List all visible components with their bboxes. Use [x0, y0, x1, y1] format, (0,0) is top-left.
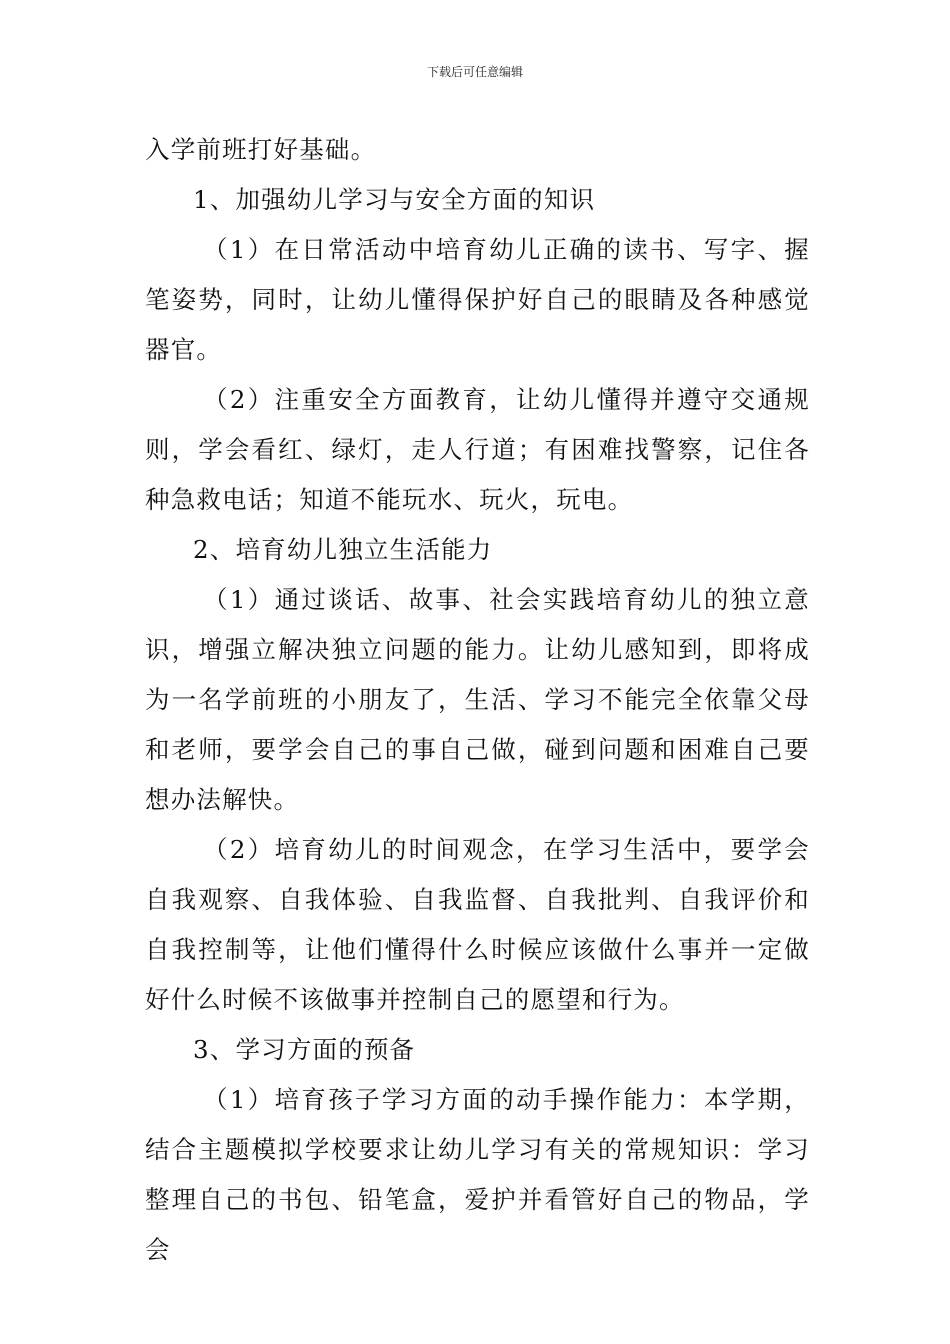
paragraph-1-1: （1）在日常活动中培育幼儿正确的读书、写字、握笔姿势，同时，让幼儿懂得保护好自己的眼睛及各种感觉器官。 [145, 235, 810, 364]
page-header: 下载后可任意编辑 [426, 65, 523, 79]
section-heading-1: 1、加强幼儿学习与安全方面的知识 [193, 185, 596, 214]
paragraph-3-1: （1）培育孩子学习方面的动手操作能力：本学期，结合主题模拟学校要求让幼儿学习有关的常规知识：学习整理自己的书包、铅笔盒，爱护并看管好自己的物品，学会 [145, 1085, 810, 1264]
paragraph-2-2: （2）培育幼儿的时间观念，在学习生活中，要学会自我观察、自我体验、自我监督、自我批判、自我评价和自我控制等，让他们懂得什么时候应该做什么事并一定做好什么时候不该做事并控制自己的愿望和行为。 [145, 835, 810, 1014]
section-heading-2: 2、培育幼儿独立生活能力 [193, 535, 493, 564]
section-heading-3: 3、学习方面的预备 [193, 1035, 416, 1064]
paragraph-1-2: （2）注重安全方面教育，让幼儿懂得并遵守交通规则，学会看红、绿灯，走人行道；有困难找警察，记住各种急救电话；知道不能玩水、玩火，玩电。 [145, 385, 810, 514]
document-body [145, 125, 810, 1275]
paragraph-continuation: 入学前班打好基础。 [145, 135, 377, 164]
paragraph-2-1: （1）通过谈话、故事、社会实践培育幼儿的独立意识，增强立解决独立问题的能力。让幼儿感知到，即将成为一名学前班的小朋友了，生活、学习不能完全依靠父母和老师，要学会自己的事自己做，碰到问题和困难自己要想办法解快。 [145, 585, 810, 814]
